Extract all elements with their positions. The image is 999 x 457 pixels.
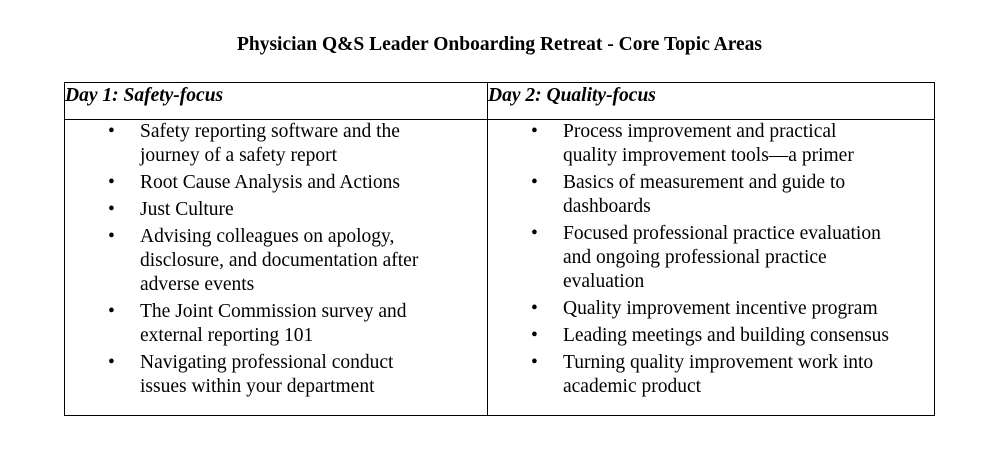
topic-line: Basics of measurement and guide to	[563, 172, 846, 193]
topic-list-item	[488, 120, 934, 168]
day1-topic-list	[65, 120, 487, 399]
topic-list-item	[488, 297, 934, 321]
topic-line: Navigating professional conduct	[140, 352, 394, 373]
topic-line: Turning quality improvement work into	[563, 352, 874, 373]
bullet-icon: •	[531, 352, 538, 373]
day2-topics-cell	[488, 120, 935, 416]
day2-header: Day 2: Quality-focus	[488, 83, 935, 120]
topic-list-item	[65, 171, 487, 195]
topic-line: and ongoing professional practice	[563, 247, 827, 268]
document-title: Physician Q&S Leader Onboarding Retreat - Core Topic Areas	[236, 34, 763, 55]
table-header-row	[65, 83, 935, 120]
topic-table	[64, 82, 935, 416]
topic-line: Quality improvement incentive program	[563, 298, 878, 319]
topic-line: journey of a safety report	[140, 145, 338, 166]
topic-line: Advising colleagues on apology,	[140, 226, 395, 247]
day1-header: Day 1: Safety-focus	[65, 83, 488, 120]
day1-topics-cell	[65, 120, 488, 416]
topic-list-item	[488, 222, 934, 294]
bullet-icon: •	[531, 121, 538, 142]
topic-list-item	[65, 120, 487, 168]
topic-line: academic product	[563, 376, 702, 397]
topic-list-item	[65, 225, 487, 297]
bullet-icon: •	[108, 199, 115, 220]
topic-line: quality improvement tools—a primer	[563, 145, 854, 166]
bullet-icon: •	[108, 352, 115, 373]
topic-line: evaluation	[563, 271, 645, 292]
topic-line: Focused professional practice evaluation	[563, 223, 881, 244]
topic-list-item	[488, 171, 934, 219]
topic-list-item	[65, 351, 487, 399]
topic-list-item	[488, 351, 934, 399]
bullet-icon: •	[531, 298, 538, 319]
topic-line: Safety reporting software and the	[140, 121, 400, 142]
topic-line: issues within your department	[140, 376, 375, 397]
topic-list-item	[65, 300, 487, 348]
topic-line: Root Cause Analysis and Actions	[140, 172, 400, 193]
table-body-row	[65, 120, 935, 416]
topic-line: adverse events	[140, 274, 255, 295]
bullet-icon: •	[108, 226, 115, 247]
topic-line: Just Culture	[140, 199, 234, 220]
topic-list-item	[488, 324, 934, 348]
topic-line: disclosure, and documentation after	[140, 250, 419, 271]
bullet-icon: •	[531, 325, 538, 346]
topic-line: dashboards	[563, 196, 651, 217]
bullet-icon: •	[531, 223, 538, 244]
topic-line: external reporting 101	[140, 325, 314, 346]
topic-line: Leading meetings and building consensus	[563, 325, 890, 346]
bullet-icon: •	[108, 172, 115, 193]
topic-line: The Joint Commission survey and	[140, 301, 407, 322]
bullet-icon: •	[108, 121, 115, 142]
bullet-icon: •	[108, 301, 115, 322]
topic-list-item	[65, 198, 487, 222]
day2-topic-list	[488, 120, 934, 399]
bullet-icon: •	[531, 172, 538, 193]
topic-line: Process improvement and practical	[563, 121, 837, 142]
